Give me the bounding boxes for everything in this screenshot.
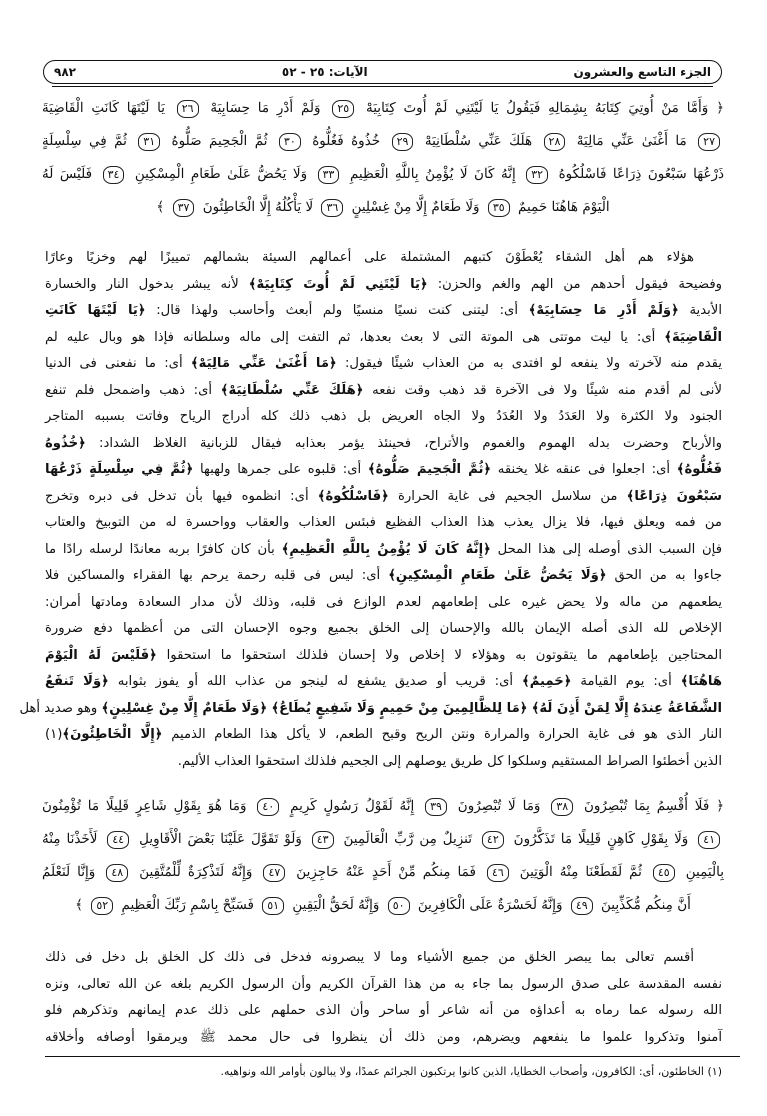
quran-quote: فَغُلُّوهُ﴾ (676, 462, 722, 477)
quran-text: بِالْيَمِينِ (685, 864, 724, 880)
commentary-text: من فمه ويعلق فيها، فلا يزال يعذب هذا العذاب الفظيع فبئس العذاب والعقاب وواحسرة له من التوبيخ والعتاب (45, 515, 722, 530)
ayah-number-marker: ٢٨ (544, 133, 566, 151)
commentary-text: الجنود ولا الكثرة ولا العَدَدُ ولا العُدَدُ ولا الجاه العريض بل ذهب ذلك كله أدراج الرياح وفاتت بسببه المتاجر (45, 409, 722, 424)
quran-text: مَا أَغْنَىٰ عَنِّي مَالِيَهْ (576, 133, 687, 149)
commentary-text: بأن كان كافرًا بربه معاندًا لرسله رادًا ما (45, 541, 282, 557)
quran-text: وَلَا بِقَوْلِ كَاهِنٍ قَلِيلًا مَا تَذَكَّرُونَ (513, 831, 689, 847)
ayah-number-marker: ٢٩ (392, 133, 414, 151)
commentary-text: نفسه المقدسة على صدق الرسول بما جاء به من هذا القرآن الكريم وأن الرسول الكريم بلغه عن الله تعالى، ونزه (45, 976, 722, 992)
verse-range: الآيات: ٢٥ - ٥٢ (281, 65, 368, 79)
commentary-text: أى: اجعلوا فى عنقه غلا يخنقه (491, 462, 677, 477)
text-line (45, 590, 722, 617)
text-line (45, 998, 722, 1025)
quran-text: وَمَا لَا تُبْصِرُونَ (457, 798, 541, 814)
text-line (45, 245, 722, 272)
text-line (45, 298, 722, 325)
quran-quote: ﴿ثُمَّ الْجَحِيمَ صَلُّوهُ﴾ (367, 462, 492, 477)
ayah-number-marker: ٢٥ (332, 100, 354, 118)
quran-text: وَلَوْ تَقَوَّلَ عَلَيْنَا بَعْضَ الْأَقَاوِيلِ (139, 831, 302, 847)
ayah-number-marker: ٣٤ (103, 166, 125, 184)
commentary-text: أى: ليتنى كنت نسيًا منسيًا ولم أبعث وأحاسب ولهذا قال: (145, 303, 529, 318)
quran-text: وَلَا يَحُضُّ عَلَىٰ طَعَامِ الْمِسْكِينِ (134, 166, 308, 182)
commentary-text: لأنه يبشر بدخول النار والخسارة (45, 276, 249, 292)
ayah-number-marker: ٣٣ (318, 166, 340, 184)
commentary-text: أى: قريب أو صديق يشفع له لينجو من عذاب الله أو يفوز بثوابه (108, 674, 522, 689)
quran-quote: ﴿ثُمَّ فِي سِلْسِلَةٍ ذَرْعُهَا (45, 462, 194, 477)
commentary-text: الذين أخطئوا الصراط المستقيم وسلكوا كل طريق يوصلهم إلى الجحيم فلذلك استحقوا العذاب الأليم. (177, 753, 722, 769)
footnote: (١) الخاطئون، أى: الكافرون، وأصحاب الخطايا، الذين كانوا يرتكبون الجرائم عمدًا، ولا يبالون بأوامر الله ونواهيه. (220, 1065, 722, 1078)
text-line (45, 484, 722, 511)
commentary-text: أى: يوم القيامة (571, 674, 681, 689)
commentary-text: أقسم تعالى بما يبصر الخلق من جميع الأشياء وما لا يبصرونه فدخل فى ذلك كل الخلق بل دخل فى ذلك (45, 950, 694, 965)
commentary-text: هؤلاء هم أهل الشقاء يُعْطَوْنَ كتبهم المشتملة على أعمالهم السيئة بشمالهم تمييزًا لهم وخزيًا وعارًا (45, 250, 694, 265)
quran-text: ﴾ (156, 199, 165, 215)
quran-line (42, 856, 724, 889)
commentary-text: فإن السبب الذى أوصله إلى هذا المحل (490, 541, 722, 557)
quran-quote: ﴿وَلَا طَعَامٌ إِلَّا مِنْ غِسْلِينٍ﴾ (101, 700, 268, 716)
ayah-number-marker: ٣٥ (488, 199, 510, 217)
commentary-text: جاءوا به من الحق (606, 568, 722, 583)
quran-text: وَإِنَّهُ لَتَذْكِرَةٌ لِّلْمُتَّقِينَ (139, 864, 253, 880)
quran-text: تَنزِيلٌ مِن رَّبِّ الْعَالَمِينَ (343, 831, 472, 847)
quran-line (42, 823, 724, 856)
commentary-text: يقدم منه لآخرته ولا ينفعه لو افتدى به من العذاب شيئًا فيقول: (336, 356, 723, 371)
ayah-number-marker: ٢٧ (698, 133, 720, 151)
quran-line (42, 889, 724, 922)
commentary-text: وهو صديد أهل (19, 700, 102, 716)
ayah-number-marker: ٤٧ (263, 864, 285, 882)
quran-quote: ﴿مَا أَغْنَىٰ عَنِّي مَالِيَهْ﴾ (190, 356, 337, 371)
ayah-number-marker: ٣٨ (551, 798, 573, 816)
commentary-text: الله رسوله عما رماه به أعداؤه من أنه شاعر أو ساحر وأن الذى حملهم على ذلك عدم إيمانهم وتذكرهم فلو (45, 1003, 722, 1018)
ayah-number-marker: ٢٦ (177, 100, 199, 118)
text-line (45, 945, 722, 972)
quran-text: يَا لَيْتَهَا كَانَتِ الْقَاضِيَةَ (42, 100, 165, 116)
ayah-number-marker: ٥٠ (388, 897, 410, 915)
quran-quote: ﴿هَلَكَ عَنِّي سُلْطَانِيَهْ﴾ (220, 382, 364, 398)
quran-quote: هَاهُنَا﴾ (680, 674, 722, 689)
quran-line (42, 92, 724, 125)
footnote-divider (45, 1056, 740, 1057)
quran-quote: الْقَاضِيَةَ﴾ (664, 329, 722, 345)
quran-text: ثُمَّ لَقَطَعْنَا مِنْهُ الْوَتِينَ (519, 864, 642, 880)
juz-label: الجزء التاسع والعشرون (573, 65, 711, 79)
text-line (45, 616, 722, 643)
commentary-text: النار الذى هو فى غاية الحرارة والمرارة ونتن الريح وقبح الطعم، لا يأكل هذا الطعام الذميم (162, 727, 722, 742)
page-number: ٩٨٢ (54, 65, 76, 79)
commentary-text: (١) (45, 727, 63, 742)
quran-text: لَأَخَذْنَا مِنْهُ (42, 831, 98, 847)
quran-text: ﴿ وَأَمَّا مَنْ أُوتِيَ كِتَابَهُ بِشِمَالِهِ فَيَقُولُ يَا لَيْتَنِي لَمْ أُوتَ كِتَابِيَهْ (366, 100, 725, 116)
quran-text: وَلَمْ أَدْرِ مَا حِسَابِيَهْ (210, 100, 321, 116)
commentary-text: أى: قلبوه على جمرها ولهبها (193, 462, 368, 477)
quran-text: وَإِنَّهُ لَحَقُّ الْيَقِينِ (292, 897, 380, 913)
commentary-text: آمنوا وتذكروا علموا ما ينفعهم ويضرهم، ومن ذلك أن ينظروا فى حال محمد ﷺ ويرمقوا أوصافه وأخلاقه (45, 1029, 722, 1045)
quran-verses-block-1 (42, 92, 724, 224)
commentary-text: وفضيحة فيقول أحدهم من الهم والغم والحزن: (427, 276, 722, 292)
ayah-number-marker: ٣٩ (425, 798, 447, 816)
quran-text: وَلَا طَعَامٌ إِلَّا مِنْ غِسْلِينٍ (351, 199, 480, 215)
ayah-number-marker: ٣٦ (321, 199, 343, 217)
text-line (45, 669, 722, 696)
text-line (45, 404, 722, 431)
text-line (45, 431, 722, 458)
quran-text: فَمَا مِنكُم مِّنْ أَحَدٍ عَنْهُ حَاجِزِينَ (296, 864, 476, 880)
quran-text: وَإِنَّا لَنَعْلَمُ (42, 864, 96, 880)
commentary-text: لأنى لم أقدم منه شيئًا ولا فى الآخرة قد ذهب وقت نفعه (363, 382, 722, 398)
ayah-number-marker: ٣٢ (526, 166, 548, 184)
quran-text: ﴾ (75, 897, 84, 913)
quran-text: فَسَبِّحْ بِاسْمِ رَبِّكَ الْعَظِيمِ (121, 897, 254, 913)
quran-quote: ﴿يَا لَيْتَهَا كَانَتِ (45, 303, 146, 318)
ayah-number-marker: ٤٦ (487, 864, 509, 882)
text-line (45, 325, 722, 352)
text-line (45, 563, 722, 590)
quran-text: أَنَّ مِنكُم مُّكَذِّبِينَ (600, 897, 691, 913)
quran-quote: ﴿يَا لَيْتَنِي لَمْ أُوتَ كِتَابِيَهْ﴾ (248, 276, 428, 292)
quran-text: ثُمَّ فِي سِلْسِلَةٍ (42, 133, 127, 149)
tafsir-paragraph-1 (19, 245, 723, 775)
ayah-number-marker: ٤٤ (107, 831, 129, 849)
quran-text: إِنَّهُ لَقَوْلُ رَسُولٍ كَرِيمٍ (290, 798, 415, 814)
tafsir-paragraph-2 (45, 945, 722, 1051)
quran-quote: ﴿إِنَّهُ كَانَ لَا يُؤْمِنُ بِاللَّهِ الْعَظِيمِ﴾ (281, 541, 491, 557)
quran-text: وَمَا هُوَ بِقَوْلِ شَاعِرٍ قَلِيلًا مَا تُؤْمِنُونَ (42, 798, 247, 814)
quran-line (42, 191, 724, 224)
text-line (45, 457, 722, 484)
quran-quote: ﴿خُذُوهُ (45, 435, 86, 451)
text-line (45, 351, 722, 378)
commentary-text: المحتاجين بإطعامهم ما يتقوتون به وهؤلاء لا إخلاص ولا إحسان فلذلك استحقوا ما استحقوا (156, 647, 722, 663)
text-line (45, 1025, 722, 1052)
ayah-number-marker: ٤٨ (106, 864, 128, 882)
commentary-text: يطعمهم من ماله ولا يحض غيره على إطعامهم لعدم الوازع فى قلبه، وذلك لأن مدار السعادة ومادتها أمران: (45, 594, 722, 610)
quran-text: ذَرْعُهَا سَبْعُونَ ذِرَاعًا فَاسْلُكُوهُ (558, 166, 725, 182)
ayah-number-marker: ٣٧ (173, 199, 195, 217)
commentary-text: الإخلاص لله الذى أصله الإيمان بالله والإحسان إلى الخلق بجميع وجوه الإحسان التى من أعظمها دفع ضرورة (45, 621, 722, 636)
page-header (43, 60, 722, 84)
quran-quote: ﴿وَلَمْ أَدْرِ مَا حِسَابِيَهْ﴾ (528, 303, 679, 318)
text-line (45, 749, 722, 776)
quran-quote: سَبْعُونَ ذِرَاعًا﴾ (626, 488, 722, 504)
ayah-number-marker: ٣١ (138, 133, 160, 151)
commentary-text: أى: يا ليت موتتى هى الموتة التى لا بعث بعدها، ثم التفت إلى ماله وسلطانه فإذا هو وبال عليه لم (45, 329, 665, 345)
quran-text: إِنَّهُ كَانَ لَا يُؤْمِنُ بِاللَّهِ الْعَظِيمِ (349, 166, 516, 182)
commentary-text: أى: ما نفعنى فى الدنيا (45, 356, 191, 371)
ayah-number-marker: ٤١ (698, 831, 720, 849)
commentary-text: أى: ذهب واضمحل فلم تنفع (45, 382, 221, 398)
ayah-number-marker: ٤٢ (482, 831, 504, 849)
quran-quote: ﴿فَلَيْسَ لَهُ الْيَوْمَ (45, 647, 157, 663)
quran-text: ﴿ فَلَا أُقْسِمُ بِمَا تُبْصِرُونَ (583, 798, 725, 814)
quran-line (42, 790, 724, 823)
ayah-number-marker: ٤٠ (257, 798, 279, 816)
quran-text: لَا يَأْكُلُهُ إِلَّا الْخَاطِئُونَ (202, 199, 314, 215)
ayah-number-marker: ٤٣ (312, 831, 334, 849)
text-line (45, 972, 722, 999)
quran-line (42, 125, 724, 158)
text-line (45, 510, 722, 537)
quran-text: الْيَوْمَ هَاهُنَا حَمِيمٌ (518, 199, 610, 215)
ayah-number-marker: ٥١ (262, 897, 284, 915)
text-line (45, 272, 722, 299)
quran-text: هَلَكَ عَنِّي سُلْطَانِيَهْ (424, 133, 533, 149)
quran-text: فَلَيْسَ لَهُ (42, 166, 93, 182)
quran-quote: ﴿حَمِيمٌ﴾ (521, 674, 572, 689)
text-line (45, 378, 722, 405)
quran-quote: ﴿وَلَا يَحُضُّ عَلَىٰ طَعَامِ الْمِسْكِينِ﴾ (388, 568, 607, 583)
text-line (45, 722, 722, 749)
text-line (45, 643, 722, 670)
commentary-text: من سلاسل الجحيم فى غاية الحرارة (388, 488, 627, 504)
ayah-number-marker: ٣٠ (279, 133, 301, 151)
quran-quote: الشَّفَاعَةُ عِندَهُ إِلَّا لِمَنْ أَذِنَ لَهُ﴾ (531, 700, 722, 716)
commentary-text: أى: ليس فى قلبه رحمة يرحم بها الفقراء والمساكين فلا (45, 568, 389, 583)
quran-quote: ﴿وَلَا تَنفَعُ (45, 674, 109, 689)
quran-text: وَإِنَّهُ لَحَسْرَةٌ عَلَى الْكَافِرِينَ (417, 897, 563, 913)
ayah-number-marker: ٤٥ (653, 864, 675, 882)
commentary-text: الأبدية (678, 303, 722, 318)
ayah-number-marker: ٤٩ (571, 897, 593, 915)
quran-quote: ﴿مَا لِلظَّالِمِينَ مِنْ حَمِيمٍ وَلَا شَفِيعٍ يُطَاعُ﴾ (271, 700, 528, 716)
quran-text: خُذُوهُ فَغُلُّوهُ (312, 133, 381, 149)
commentary-text: أى: انظموه فيها بأن تدخل فى دبره وتخرج (45, 488, 318, 504)
quran-line (42, 158, 724, 191)
ayah-number-marker: ٥٢ (91, 897, 113, 915)
text-line (19, 696, 722, 723)
text-line (45, 537, 722, 564)
commentary-text: والأرباح وحضرت بدله الهموم والغموم والأتراح، فحينئذ يؤمر بعذابه فيقال للزبانية الغلاظ الشداد: (85, 435, 722, 451)
quran-verses-block-2 (42, 790, 724, 922)
quran-quote: ﴿إِلَّا الْخَاطِئُونَ﴾ (62, 727, 163, 742)
quran-quote: ﴿فَاسْلُكُوهُ﴾ (317, 488, 389, 504)
quran-text: ثُمَّ الْجَحِيمَ صَلُّوهُ (171, 133, 268, 149)
